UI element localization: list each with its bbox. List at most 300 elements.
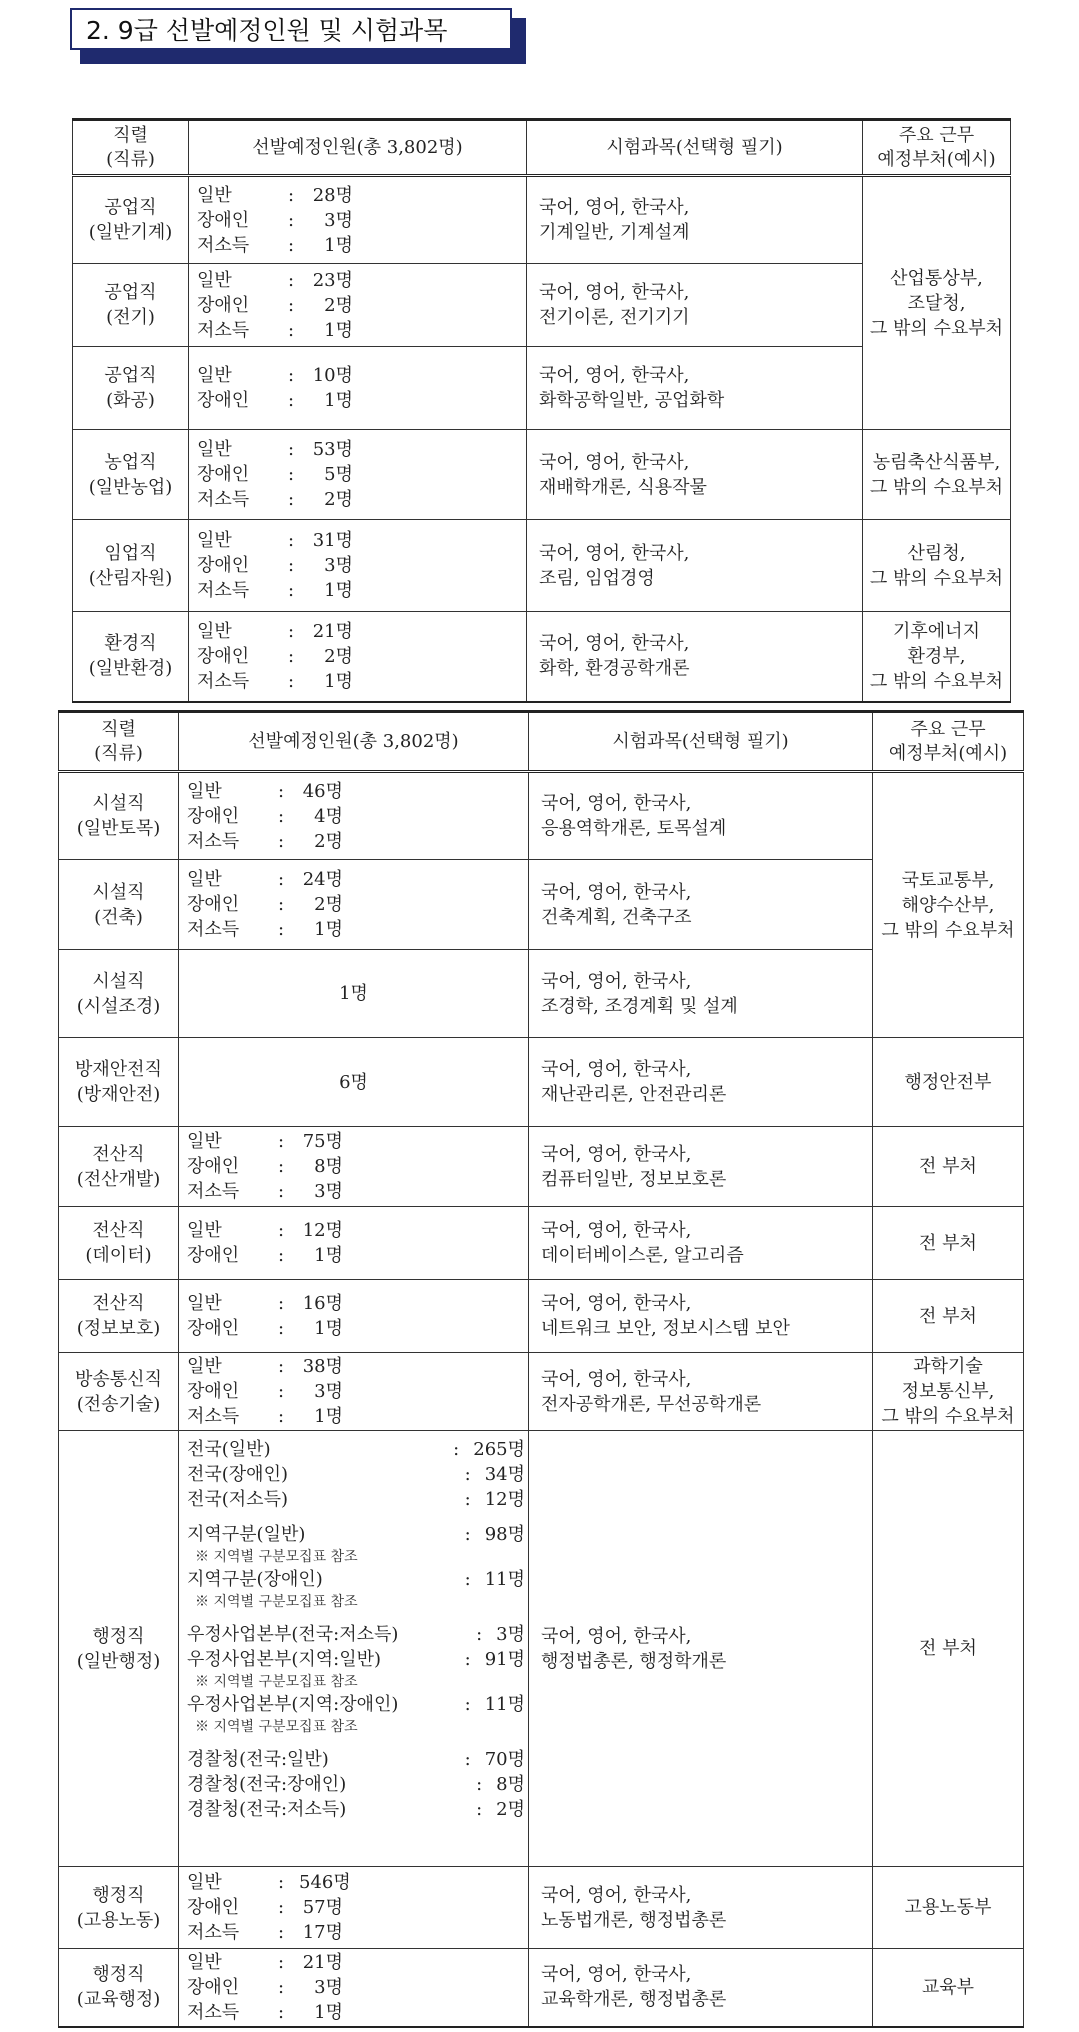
count-sep: : [277,1406,285,1427]
position-cell [73,430,189,520]
dept-cell [863,176,1011,430]
count-sep: : [464,1489,471,1510]
count-value: 4명 [314,805,343,827]
count-line [187,1920,525,1945]
subject-line: 국어, 영어, 한국사, [539,365,690,386]
position-line: (일반농업) [88,476,173,498]
position-line: 시설직 [92,881,145,903]
dept-line: 해양수산부, [901,894,995,916]
position-line: 공업직 [104,197,157,218]
count-label: 일반 [187,1951,222,1973]
count-label: 저소득 [197,234,250,256]
count-line [197,553,523,578]
count-label: 지역구분(일반) [187,1524,306,1545]
subject-line: 전자공학개론, 무선공학개론 [541,1393,762,1415]
count-sep: : [287,234,295,256]
count-line [187,779,525,804]
count-label: 장애인 [197,645,250,667]
exam-table-2 [58,710,1024,2028]
count-sep: : [277,2001,285,2023]
position-line: (일반토목) [76,818,161,839]
dept-line: 고용노동부 [904,1897,992,1918]
count-line [187,1218,525,1243]
dept-line: 전 부처 [919,1638,977,1659]
count-line [187,1243,525,1268]
subject-line: 국어, 영어, 한국사, [541,970,692,992]
count-sep: : [277,1181,285,1202]
subject-line: 국어, 영어, 한국사, [539,282,690,303]
subject-line: 교육학개론, 행정법총론 [541,1989,727,2011]
subjects-cell [529,1280,873,1353]
count-sep: : [464,1569,471,1590]
count-line [187,1950,525,1975]
position-line: 방송통신직 [75,1368,162,1390]
count-value [453,1437,525,1462]
count-value: 23명 [312,269,353,291]
count-line [187,1291,525,1316]
count-value: 16명 [302,1293,343,1314]
dept-cell [873,1038,1024,1127]
count-cell [179,1127,529,1207]
reference-note: ※ 지역별 구분모집표 참조 [195,1594,358,1610]
table-row [59,1353,1024,1431]
position-line: (일반환경) [88,658,173,680]
count-sep: : [287,555,295,576]
count-value: 1명 [314,1318,343,1339]
count-value: 21명 [312,620,353,642]
position-line: 전산직 [92,1293,145,1314]
header-dept: 주요 근무 예정부처(예시) [873,712,1024,772]
dept-line: 환경부, [907,645,966,667]
position-cell [73,264,189,347]
spacer [187,1512,525,1522]
count-label: 일반 [187,1131,222,1152]
dept-line: 전 부처 [919,1305,977,1327]
subject-line: 컴퓨터일반, 정보보호론 [541,1168,727,1190]
position-line: 임업직 [104,542,157,564]
dept-cell [863,520,1011,612]
dept-line: 전 부처 [919,1232,977,1254]
table-row [73,520,1011,612]
count-value: 57명 [302,1897,343,1918]
count-num: 70명 [484,1749,525,1770]
header-dept: 주요 근무 예정부처(예시) [863,120,1011,176]
count-sep: : [464,1694,471,1715]
count-cell [189,612,527,702]
position-line: (화공) [106,390,155,411]
count-label: 장애인 [197,555,250,576]
dept-line: 농림축산식품부, [872,451,1001,473]
count-line [197,293,523,318]
subject-line: 국어, 영어, 한국사, [539,542,690,564]
subject-line: 국어, 영어, 한국사, [541,1368,692,1390]
subject-line: 국어, 영어, 한국사, [539,633,690,655]
subject-line: 재배학개론, 식용작물 [539,476,707,498]
count-cell [179,860,529,950]
count-value: 3명 [314,1181,343,1202]
count-line [187,1622,525,1647]
count-num: 11명 [484,1569,525,1590]
count-label: 장애인 [187,1976,240,1998]
position-cell [59,1280,179,1353]
count-num: 34명 [484,1464,525,1485]
count-value [465,1462,525,1487]
count-cell [179,1867,529,1949]
count-label: 우정사업본부(지역:일반) [187,1649,381,1670]
position-cell [73,612,189,702]
count-sep: : [464,1464,471,1485]
count-value [476,1772,525,1797]
position-line: (교육행정) [76,1989,161,2011]
count-sep: : [277,1976,285,1998]
count-num: 265명 [473,1439,525,1460]
position-line: 행정직 [92,1625,145,1647]
count-value [465,1747,525,1772]
count-value: 5명 [324,464,353,485]
count-value: 3명 [324,555,353,576]
table-header-row [73,120,1011,176]
subject-line: 조림, 임업경영 [539,567,655,589]
subject-line: 화학공학일반, 공업화학 [539,390,725,411]
position-line: (시설조경) [76,995,161,1017]
count-line [187,1522,525,1547]
count-sep: : [277,1293,285,1314]
count-line [187,1462,525,1487]
dept-line: 전 부처 [919,1156,977,1177]
count-label: 장애인 [197,209,250,231]
count-sep: : [464,1749,471,1770]
dept-line: 국토교통부, [901,869,995,891]
subject-line: 화학, 환경공학개론 [539,658,690,680]
position-line: 공업직 [104,282,157,303]
count-sep: : [277,830,285,852]
count-value: 24명 [302,869,343,890]
position-line: 전산직 [92,1220,145,1241]
dept-line: 그 밖의 수요부처 [869,317,1004,339]
count-line [197,268,523,293]
table-row [59,1949,1024,2027]
count-label: 장애인 [187,894,240,915]
count-sep: : [277,1381,285,1402]
count-value: 1명 [324,580,353,601]
count-value: 2명 [324,645,353,667]
dept-cell [873,1127,1024,1207]
count-label: 일반 [187,1220,222,1241]
position-cell [59,772,179,860]
count-sep: : [287,365,295,386]
dept-cell [873,1949,1024,2027]
count-line [187,1895,525,1920]
count-label: 장애인 [187,1318,240,1339]
count-value: 2명 [324,294,353,316]
position-line: 시설직 [92,970,145,992]
position-cell [59,860,179,950]
dept-line: 정보통신부, [901,1381,995,1402]
count-value: 3명 [314,1976,343,1998]
table-row [59,1038,1024,1127]
count-label: 일반 [197,620,232,642]
count-line [187,1870,525,1895]
position-line: 환경직 [104,633,157,655]
position-cell [59,1867,179,1949]
position-line: (방재안전) [76,1084,161,1105]
dept-line: 조달청, [907,292,966,314]
count-num: 3명 [496,1624,525,1645]
dept-line: 그 밖의 수요부처 [869,670,1004,692]
subject-line: 국어, 영어, 한국사, [541,1220,692,1241]
count-value [476,1797,525,1822]
count-label: 저소득 [187,919,240,940]
count-label: 저소득 [197,319,250,341]
dept-cell [873,1867,1024,1949]
count-sep: : [277,805,285,827]
count-line [197,528,523,553]
table-row [59,1207,1024,1280]
count-cell [179,772,529,860]
count-label: 경찰청(전국:장애인) [187,1774,347,1795]
position-cell [59,1207,179,1280]
position-line: (전기) [106,307,155,328]
count-label: 경찰청(전국:저소득) [187,1799,347,1820]
count-value: 1명 [324,670,353,692]
dept-line: 교육부 [921,1976,975,1998]
count-sep: : [277,1356,285,1377]
count-value: 1명 [324,234,353,256]
dept-cell [873,1353,1024,1431]
count-label: 저소득 [197,670,250,692]
count-num: 91명 [484,1649,525,1670]
count-value [465,1487,525,1512]
subject-line: 국어, 영어, 한국사, [541,793,692,814]
count-value: 2명 [324,489,353,510]
count-label: 일반 [197,530,232,551]
dept-line: 산업통상부, [890,267,983,289]
subjects-cell [529,772,873,860]
count-line [187,1692,525,1717]
table-row [59,772,1024,860]
dept-line: 그 밖의 수요부처 [869,476,1004,498]
count-sep: : [287,645,295,667]
position-cell [59,950,179,1038]
position-line: 공업직 [104,365,157,386]
subject-line: 국어, 영어, 한국사, [541,1143,692,1165]
subjects-cell [527,430,863,520]
position-line: 시설직 [92,793,145,814]
count-value [465,1692,525,1717]
position-line: 행정직 [92,1964,145,1986]
subject-line: 응용역학개론, 토목설계 [541,818,727,839]
count-line [197,183,523,208]
count-line [187,1179,525,1204]
count-label: 장애인 [197,464,250,485]
count-value: 53명 [312,439,353,460]
count-sep: : [277,1872,285,1893]
count-sep: : [277,1156,285,1177]
count-line [197,363,523,388]
count-line [187,2000,525,2025]
subject-line: 국어, 영어, 한국사, [541,1625,692,1647]
exam-table-1 [72,118,1011,703]
count-sep: : [287,269,295,291]
count-label: 저소득 [187,1922,240,1943]
count-value: 3명 [314,1381,343,1402]
count-label: 일반 [187,1356,222,1377]
header-position: 직렬 (직류) [73,120,189,176]
position-cell [73,347,189,430]
dept-line: 과학기술 [913,1356,983,1377]
position-cell [59,1431,179,1867]
dept-cell [863,612,1011,702]
subjects-cell [529,860,873,950]
count-line [197,318,523,343]
count-label: 전국(장애인) [187,1464,288,1485]
count-label: 저소득 [187,2001,240,2023]
spacer [187,1612,525,1622]
count-value [465,1522,525,1547]
count-line [197,578,523,603]
header-subjects: 시험과목(선택형 필기) [527,120,863,176]
count-cell [189,430,527,520]
count-sep: : [287,580,295,601]
table-header-row [59,712,1024,772]
dept-line: 그 밖의 수요부처 [869,567,1004,589]
position-line: (일반기계) [88,222,173,243]
count-line [187,1404,525,1429]
count-label: 장애인 [197,390,250,411]
count-line [197,644,523,669]
count-value: 21명 [302,1951,343,1973]
count-sep: : [277,1220,285,1241]
count-line [197,208,523,233]
reference-note: ※ 지역별 구분모집표 참조 [195,1719,358,1735]
header-count: 선발예정인원(총 3,802명) [189,120,527,176]
count-cell [189,347,527,430]
count-value: 10명 [312,365,353,386]
dept-cell [873,1431,1024,1867]
dept-cell [873,772,1024,1038]
count-sep: : [287,390,295,411]
count-line [197,619,523,644]
count-cell: 1명 [179,950,529,1038]
subjects-cell [527,347,863,430]
spacer [187,1737,525,1747]
position-line: (산림자원) [88,567,173,589]
count-line [187,1487,525,1512]
count-label: 저소득 [187,1406,240,1427]
count-value: 3명 [324,209,353,231]
position-line: (고용노동) [76,1909,161,1931]
count-cell [179,1353,529,1431]
count-label: 경찰청(전국:일반) [187,1749,329,1770]
subject-line: 노동법개론, 행정법총론 [541,1909,727,1931]
count-sep: : [287,530,295,551]
count-cell [179,1431,529,1867]
count-sep: : [277,1951,285,1973]
count-value: 2명 [314,894,343,915]
subjects-cell [529,1867,873,1949]
dept-line: 그 밖의 수요부처 [881,1406,1015,1427]
count-sep: : [476,1624,483,1645]
count-sep: : [287,294,295,316]
count-value: 1명 [314,919,343,940]
subjects-cell [529,1949,873,2027]
position-cell [73,520,189,612]
count-cell [189,264,527,347]
subjects-cell [527,520,863,612]
count-line [187,1316,525,1341]
count-line [187,917,525,942]
count-value: 546명 [299,1872,351,1893]
dept-cell [873,1207,1024,1280]
count-num: 98명 [484,1524,525,1545]
count-line [197,462,523,487]
position-line: (데이터) [85,1245,152,1266]
position-line: (전송기술) [76,1393,161,1415]
count-sep: : [464,1524,471,1545]
count-value: 12명 [302,1220,343,1241]
count-sep: : [277,1245,285,1266]
count-label: 일반 [197,439,232,460]
position-line: 방재안전직 [75,1059,162,1080]
count-sep: : [277,1318,285,1339]
count-sep: : [277,919,285,940]
count-num: 11명 [484,1694,525,1715]
subjects-cell [529,1431,873,1867]
table-row [59,1867,1024,1949]
table-row [59,1280,1024,1353]
count-label: 일반 [197,184,232,206]
count-value: 17명 [302,1922,343,1943]
count-label: 우정사업본부(전국:저소득) [187,1624,399,1645]
subject-line: 전기이론, 전기기기 [539,307,690,328]
subjects-cell [527,612,863,702]
count-sep: : [476,1799,483,1820]
position-line: (전산개발) [76,1168,161,1190]
count-sep: : [287,464,295,485]
table-row [73,176,1011,264]
count-line [187,1379,525,1404]
count-label: 지역구분(장애인) [187,1569,323,1590]
count-cell [179,1949,529,2027]
count-label: 일반 [187,1872,222,1893]
dept-line: 기후에너지 [893,620,980,642]
position-cell [59,1127,179,1207]
table-row [73,612,1011,702]
count-label: 저소득 [187,830,240,852]
header-count: 선발예정인원(총 3,802명) [179,712,529,772]
count-line [187,1129,525,1154]
position-line: (정보보호) [76,1318,161,1339]
count-line [187,829,525,854]
count-cell [189,176,527,264]
dept-cell [873,1280,1024,1353]
count-sep: : [277,1131,285,1152]
count-value: 1명 [324,319,353,341]
subject-line: 국어, 영어, 한국사, [539,451,690,473]
count-value: 1명 [314,1245,343,1266]
count-sep: : [476,1774,483,1795]
count-label: 저소득 [197,489,250,510]
subject-line: 네트워크 보안, 정보시스템 보안 [541,1318,790,1339]
header-subjects: 시험과목(선택형 필기) [529,712,873,772]
count-num: 12명 [484,1489,525,1510]
position-cell [59,1353,179,1431]
dept-line: 행정안전부 [904,1071,992,1093]
count-line [187,1647,525,1672]
count-line [187,892,525,917]
count-cell [179,1207,529,1280]
count-value: 1명 [314,2001,343,2023]
